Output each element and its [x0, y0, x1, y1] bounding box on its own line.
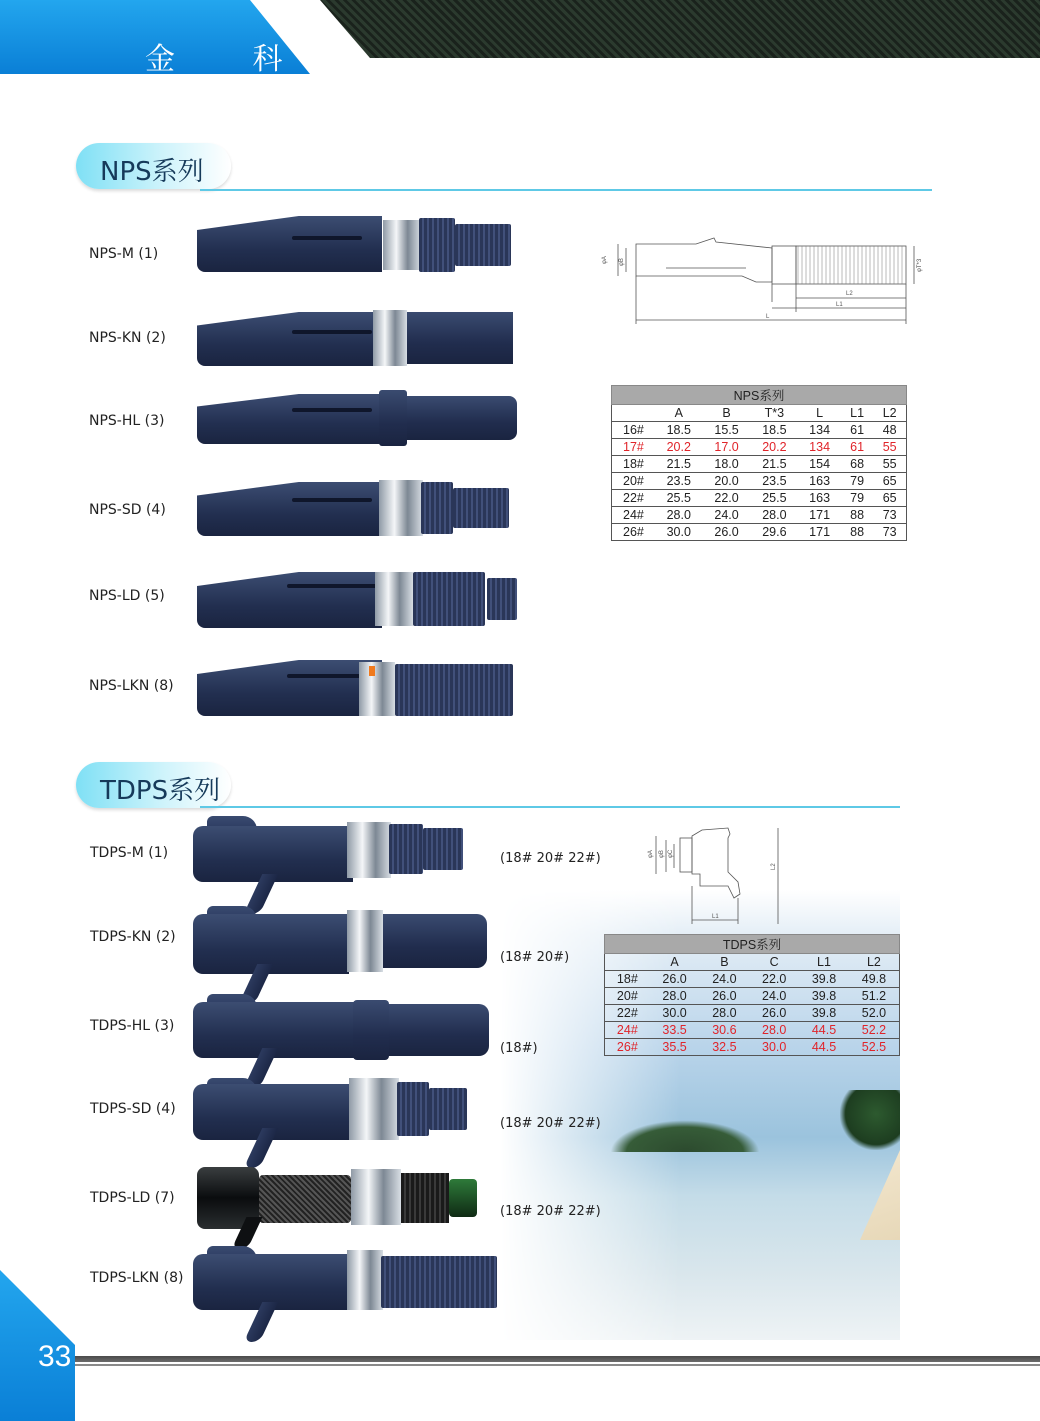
size-note: (18#)	[500, 1041, 538, 1056]
table-row: 26# 30.0 26.0 29.6 171 88 73	[612, 524, 907, 541]
table-row: 24# 28.0 24.0 28.0 171 88 73	[612, 507, 907, 524]
tdps-technical-drawing	[642, 822, 788, 930]
island-image	[610, 1120, 760, 1152]
nps-lkn-handle-image	[197, 656, 515, 718]
table-row: 22# 25.5 22.0 25.5 163 79 65	[612, 490, 907, 507]
dim-label: φT*3	[917, 258, 923, 272]
product-label: NPS-SD (4)	[89, 502, 166, 518]
product-label: NPS-HL (3)	[89, 413, 165, 429]
size-note: (18# 20#)	[500, 950, 570, 965]
table-caption: TDPS系列	[605, 935, 900, 954]
brand-title: 金 科	[145, 42, 317, 77]
product-label: NPS-M (1)	[89, 246, 159, 262]
header-carbon-band	[320, 0, 1040, 58]
nps-ld-handle-image	[197, 570, 519, 630]
table-row: 20# 28.0 26.0 24.0 39.8 51.2	[605, 988, 900, 1005]
dim-label: φB	[659, 850, 665, 858]
product-label: TDPS-KN (2)	[90, 929, 176, 945]
size-note: (18# 20# 22#)	[500, 851, 601, 866]
table-row: 17# 20.2 17.0 20.2 134 61 55	[612, 439, 907, 456]
footer-rule	[75, 1356, 1040, 1362]
dim-label: L2	[846, 291, 853, 297]
dim-label: L1	[712, 914, 719, 920]
nps-sd-handle-image	[197, 476, 513, 540]
product-label: TDPS-LKN (8)	[90, 1270, 184, 1286]
size-note: (18# 20# 22#)	[500, 1204, 601, 1219]
product-label: NPS-KN (2)	[89, 330, 166, 346]
tdps-hl-handle-image	[193, 994, 491, 1088]
tdps-section-title: TDPS系列	[76, 762, 231, 808]
table-row: 16# 18.5 15.5 18.5 134 61 48	[612, 422, 907, 439]
nps-hl-handle-image	[197, 388, 519, 448]
dim-label: φB	[619, 258, 625, 266]
product-label: NPS-LD (5)	[89, 588, 165, 604]
tdps-section-rule	[200, 806, 900, 808]
product-label: TDPS-LD (7)	[90, 1190, 175, 1206]
palm-tree-image	[840, 1090, 900, 1150]
tdps-m-handle-image	[193, 816, 465, 912]
tdps-spec-table: TDPS系列 A B C L1 L2 18# 26.0 24.0 22.0 39.8 49.8 20# 28.0 26.0 24.0 39.8 51.2 22# 30.0 28.0 26.0 39.8 52.0 24# 33.5 30.6 28.0 44.5 52.2 26# 35.5 32.5 30.0 44.5 52.5	[604, 934, 900, 1056]
tdps-lkn-handle-image	[193, 1246, 499, 1342]
nps-section-title: NPS系列	[76, 143, 231, 189]
nps-spec-table: NPS系列 A B T*3 L L1 L2 16# 18.5 15.5 18.5 134 61 48 17# 20.2 17.0 20.2 134 61 55 18# 21.5 18.0 21.5 154 68 55 20# 23.5 20.0 23.5 163 79 65 22# 25.5 22.0 25.5 163 79 65 24# 28.0 24.0 28.0 171 88 73 26# 30.0 26.0 29.6 171 88 73	[611, 385, 907, 541]
tdps-kn-handle-image	[193, 906, 489, 1002]
table-row: 24# 33.5 30.6 28.0 44.5 52.2	[605, 1022, 900, 1039]
table-row: 26# 35.5 32.5 30.0 44.5 52.5	[605, 1039, 900, 1056]
product-label: TDPS-HL (3)	[90, 1018, 175, 1034]
product-label: TDPS-M (1)	[90, 845, 169, 861]
dim-label: L	[766, 314, 770, 320]
dim-label: φA	[602, 256, 608, 264]
nps-m-handle-image	[197, 212, 517, 274]
table-row: 18# 26.0 24.0 22.0 39.8 49.8	[605, 971, 900, 988]
size-note: (18# 20# 22#)	[500, 1116, 601, 1131]
table-row: 20# 23.5 20.0 23.5 163 79 65	[612, 473, 907, 490]
tdps-ld-handle-image	[193, 1165, 479, 1249]
dim-label: L1	[836, 302, 843, 308]
table-row: 22# 30.0 28.0 26.0 39.8 52.0	[605, 1005, 900, 1022]
table-row: 18# 21.5 18.0 21.5 154 68 55	[612, 456, 907, 473]
tdps-sd-handle-image	[193, 1078, 469, 1170]
nps-section-rule	[200, 189, 932, 191]
dim-label: φA	[648, 850, 654, 858]
product-label: NPS-LKN (8)	[89, 678, 174, 694]
nps-kn-handle-image	[197, 308, 517, 368]
footer-rule-thin	[75, 1364, 1040, 1366]
nps-technical-drawing	[596, 232, 928, 332]
product-label: TDPS-SD (4)	[90, 1101, 176, 1117]
table-caption: NPS系列	[612, 386, 907, 405]
dim-label: φC	[668, 849, 674, 858]
page-number: 33	[38, 1340, 72, 1373]
dim-label: L2	[771, 863, 777, 870]
